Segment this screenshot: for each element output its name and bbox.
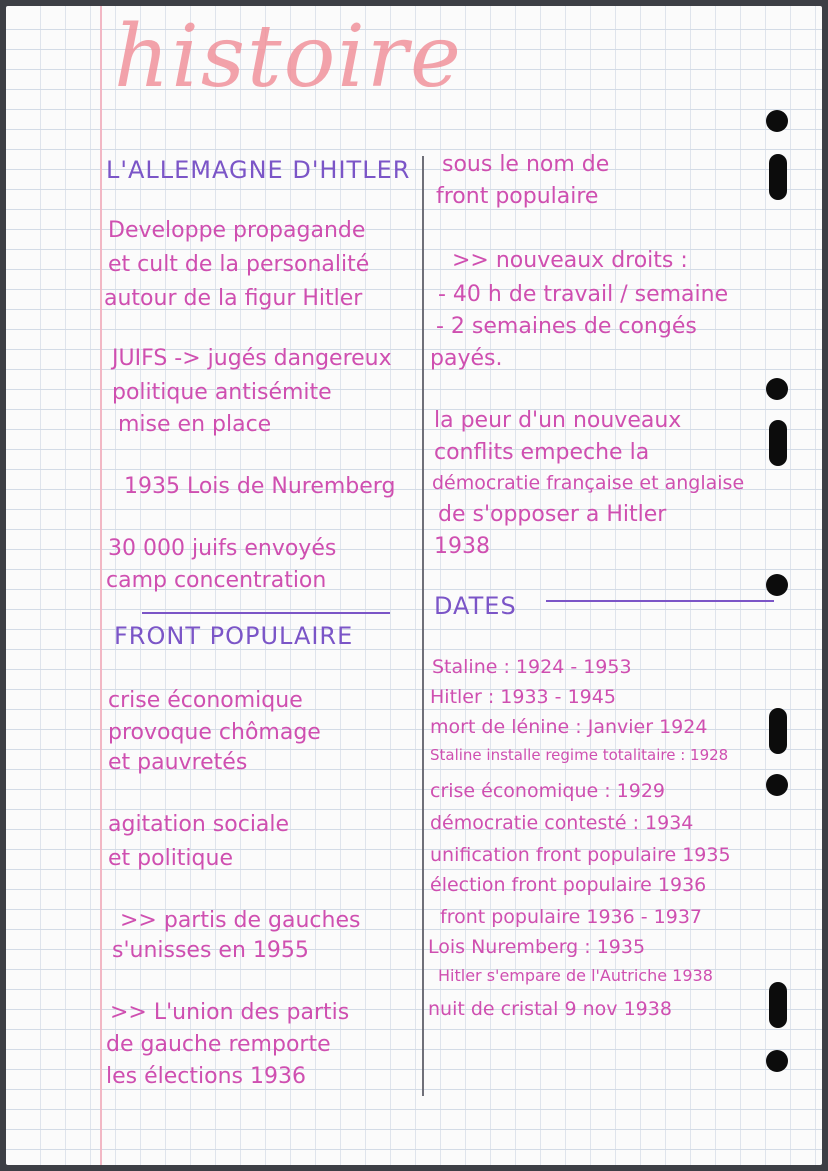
left-line: crise économique [108, 688, 303, 713]
right-line: payés. [430, 346, 503, 371]
date-item: élection front populaire 1936 [430, 874, 707, 896]
binder-hole [766, 574, 788, 596]
left-line: et pauvretés [108, 750, 248, 775]
date-item: Staline : 1924 - 1953 [432, 656, 632, 678]
date-item: démocratie contesté : 1934 [430, 812, 694, 834]
date-item: front populaire 1936 - 1937 [440, 906, 702, 928]
right-line: >> nouveaux droits : [452, 248, 688, 273]
left-line: >> L'union des partis [110, 1000, 350, 1025]
left-line: agitation sociale [108, 812, 290, 837]
right-line: 1938 [434, 534, 490, 559]
left-line: de gauche remporte [106, 1032, 331, 1057]
left-line: camp concentration [106, 568, 327, 593]
left-line: les élections 1936 [106, 1064, 306, 1089]
binder-hole [766, 110, 788, 132]
binder-hole [766, 774, 788, 796]
left-line: Developpe propagande [108, 218, 366, 243]
notebook-page [6, 6, 822, 1165]
binder-hole [766, 378, 788, 400]
date-item: mort de lénine : Janvier 1924 [430, 716, 708, 738]
binder-slot [769, 708, 787, 754]
page-title: histoire [114, 7, 463, 107]
heading-allemagne: L'ALLEMAGNE D'HITLER [106, 156, 411, 184]
left-line: autour de la figur Hitler [104, 286, 363, 311]
left-line: et cult de la personalité [108, 252, 370, 277]
date-item: crise économique : 1929 [430, 780, 666, 802]
column-divider [422, 156, 424, 1096]
right-line: - 40 h de travail / semaine [438, 282, 729, 307]
heading-front-populaire: FRONT POPULAIRE [114, 622, 354, 650]
left-line: 1935 Lois de Nuremberg [124, 474, 396, 499]
left-line: s'unisses en 1955 [112, 938, 309, 963]
left-line: 30 000 juifs envoyés [108, 536, 337, 561]
left-line: JUIFS -> jugés dangereux [112, 346, 392, 371]
margin-line [100, 6, 102, 1165]
heading-rule [546, 600, 774, 602]
heading-dates: DATES [434, 592, 517, 620]
right-line: front populaire [436, 184, 599, 209]
binder-slot [769, 154, 787, 200]
left-line: provoque chômage [108, 720, 321, 745]
right-line: la peur d'un nouveaux [434, 408, 682, 433]
left-line: mise en place [118, 412, 272, 437]
binder-slot [769, 982, 787, 1028]
binder-hole [766, 1050, 788, 1072]
right-line: conflits empeche la [434, 440, 650, 465]
date-item: Hitler : 1933 - 1945 [430, 686, 616, 708]
date-item: Staline installe regime totalitaire : 1928 [430, 746, 729, 764]
date-item: Hitler s'empare de l'Autriche 1938 [438, 966, 713, 985]
right-line: de s'opposer a Hitler [438, 502, 667, 527]
left-line: >> partis de gauches [120, 908, 361, 933]
heading-rule [142, 612, 390, 614]
binder-slot [769, 420, 787, 466]
right-line: - 2 semaines de congés [436, 314, 697, 339]
date-item: unification front populaire 1935 [430, 844, 731, 866]
date-item: nuit de cristal 9 nov 1938 [428, 998, 672, 1020]
right-line: démocratie française et anglaise [432, 472, 745, 494]
left-line: politique antisémite [112, 380, 332, 405]
right-line: sous le nom de [442, 152, 610, 177]
date-item: Lois Nuremberg : 1935 [428, 936, 646, 958]
left-line: et politique [108, 846, 233, 871]
